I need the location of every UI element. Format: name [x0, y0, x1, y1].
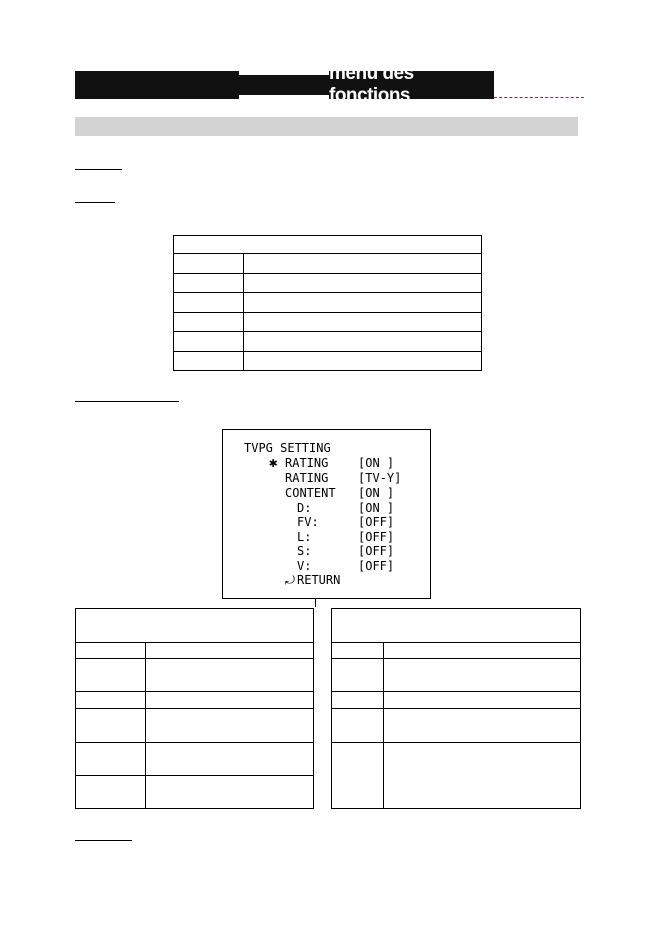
- table-cell: [146, 692, 314, 709]
- content-table-left: [75, 608, 314, 809]
- table-cell: [174, 312, 244, 332]
- osd-item-value: [OFF]: [358, 559, 395, 573]
- table-cell: [332, 709, 384, 742]
- table-cell: [332, 692, 384, 709]
- header-dashed-rule: [494, 97, 584, 98]
- table-cell: [146, 775, 314, 808]
- table-cell: [146, 659, 314, 692]
- osd-return-label: RETURN: [297, 573, 341, 587]
- table-cell: [244, 273, 482, 293]
- osd-item-value: [ON ]: [358, 501, 395, 515]
- osd-title: TVPG SETTING: [244, 441, 331, 455]
- table-cell: [146, 742, 314, 775]
- table-cell: [174, 332, 244, 352]
- table-header-cell: [76, 609, 314, 643]
- table-cell: [76, 692, 146, 709]
- table-cell: [174, 351, 244, 371]
- table-cell: [244, 254, 482, 274]
- osd-item-value: [TV-Y]: [358, 471, 402, 485]
- osd-item-value: [OFF]: [358, 530, 395, 544]
- table-cell: [174, 293, 244, 313]
- table-cell: [244, 312, 482, 332]
- subheading-underline-1: [75, 169, 122, 170]
- osd-item-value: [OFF]: [358, 515, 395, 529]
- table-cell: [384, 692, 581, 709]
- table-cell: [244, 332, 482, 352]
- osd-item-label: RATING: [285, 471, 329, 485]
- table-cell: [174, 273, 244, 293]
- osd-item-label: FV:: [297, 515, 319, 529]
- table-cell: [76, 775, 146, 808]
- section-heading-bar: [75, 117, 578, 136]
- table-cell: [384, 709, 581, 742]
- osd-item-label: RATING: [285, 456, 329, 470]
- table-header-cell: [174, 236, 482, 254]
- osd-item-label: S:: [297, 544, 312, 558]
- return-arrow-icon: ⤾: [285, 573, 295, 587]
- header-banner-middle: [239, 75, 329, 95]
- osd-item-label: V:: [297, 559, 312, 573]
- osd-pointer-tick: [315, 599, 316, 607]
- content-table-right: [331, 608, 581, 809]
- asterisk-cursor-icon: ✱: [269, 455, 278, 471]
- table-cell: [76, 709, 146, 742]
- table-cell: [174, 254, 244, 274]
- subheading-underline-3: [75, 401, 179, 402]
- osd-item-value: [ON ]: [358, 486, 395, 500]
- osd-item-label: D:: [297, 501, 312, 515]
- header-banner-left: [75, 71, 239, 99]
- table-cell: [76, 742, 146, 775]
- header-title: menu des fonctions: [329, 71, 494, 99]
- table-cell: [244, 293, 482, 313]
- table-cell: [244, 351, 482, 371]
- table-cell: [332, 742, 384, 808]
- table-cell: [384, 643, 581, 659]
- table-header-cell: [332, 609, 581, 643]
- osd-item-value: [OFF]: [358, 544, 395, 558]
- rating-table: [173, 235, 482, 371]
- table-cell: [384, 659, 581, 692]
- osd-item-label: L:: [297, 530, 312, 544]
- subheading-underline-2: [75, 202, 115, 203]
- table-cell: [332, 643, 384, 659]
- table-cell: [76, 643, 146, 659]
- table-cell: [384, 742, 581, 808]
- table-cell: [76, 659, 146, 692]
- osd-item-label: CONTENT: [285, 486, 336, 500]
- osd-item-value: [ON ]: [358, 456, 395, 470]
- tvpg-setting-osd: [222, 429, 431, 599]
- subheading-underline-4: [75, 840, 132, 841]
- table-cell: [146, 709, 314, 742]
- table-cell: [332, 659, 384, 692]
- table-cell: [146, 643, 314, 659]
